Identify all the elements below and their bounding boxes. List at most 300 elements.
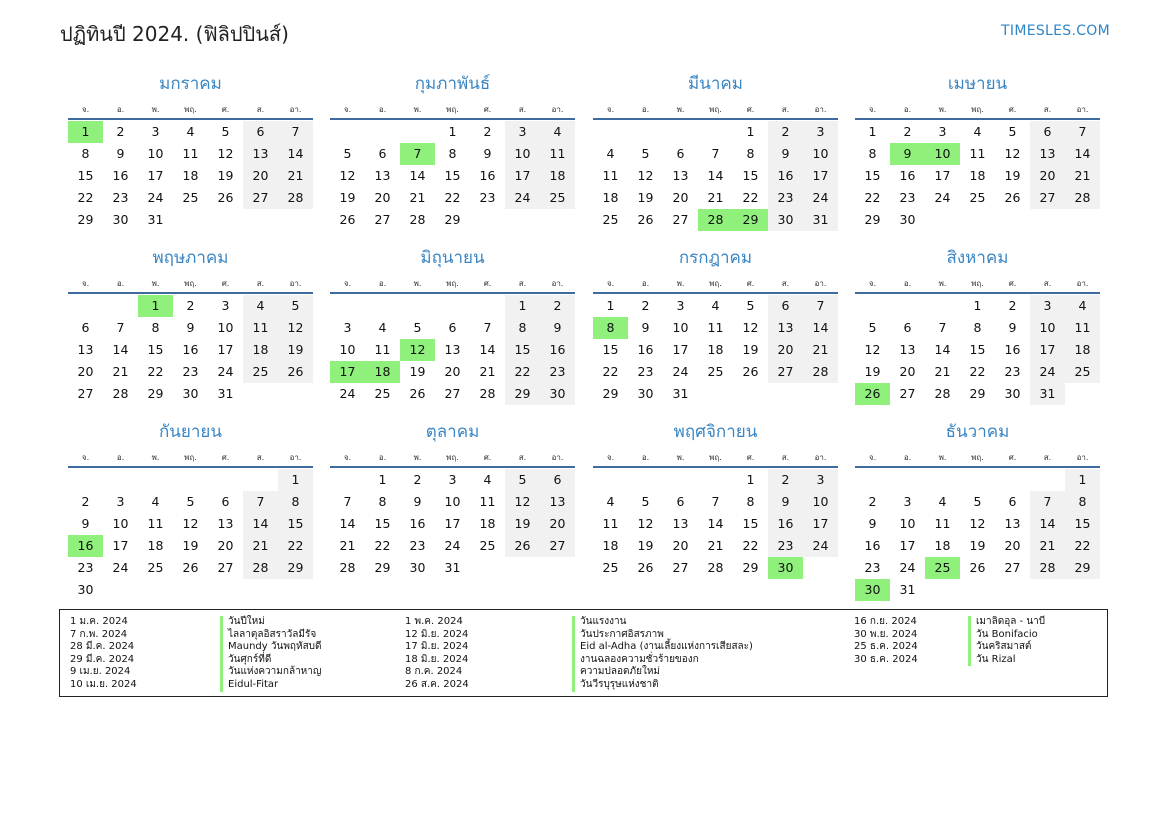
day-cell[interactable]: 1: [868, 124, 877, 139]
day-cell[interactable]: 23: [479, 190, 496, 205]
day-cell[interactable]: 3: [448, 472, 457, 487]
day-cell[interactable]: 27: [1030, 187, 1065, 209]
day-cell[interactable]: 3: [151, 124, 160, 139]
day-cell[interactable]: 26: [637, 560, 654, 575]
day-cell[interactable]: 1: [505, 295, 540, 317]
day-cell[interactable]: 23: [1004, 364, 1021, 379]
day-cell[interactable]: 24: [505, 187, 540, 209]
day-cell[interactable]: 13: [217, 516, 234, 531]
day-cell[interactable]: 18: [969, 168, 986, 183]
day-cell[interactable]: 6: [676, 146, 685, 161]
day-cell[interactable]: 18: [934, 538, 951, 553]
day-cell[interactable]: 1: [378, 472, 387, 487]
day-cell[interactable]: 3: [343, 320, 352, 335]
day-cell[interactable]: 23: [182, 364, 199, 379]
day-cell[interactable]: 28: [1030, 557, 1065, 579]
day-cell[interactable]: 30: [540, 383, 575, 405]
day-cell[interactable]: 11: [934, 516, 951, 531]
day-cell[interactable]: 11: [602, 168, 619, 183]
day-cell[interactable]: 3: [938, 124, 947, 139]
day-cell[interactable]: 31: [444, 560, 461, 575]
day-cell[interactable]: 22: [374, 538, 391, 553]
day-cell[interactable]: 8: [1065, 491, 1100, 513]
day-cell[interactable]: 26: [637, 212, 654, 227]
day-cell[interactable]: 11: [540, 143, 575, 165]
day-cell[interactable]: 15: [602, 342, 619, 357]
day-cell[interactable]: 9: [540, 317, 575, 339]
day-cell[interactable]: 24: [444, 538, 461, 553]
day-cell[interactable]: 15: [505, 339, 540, 361]
day-cell[interactable]: 20: [899, 364, 916, 379]
day-cell[interactable]: 20: [672, 190, 689, 205]
day-cell[interactable]: 10: [339, 342, 356, 357]
day-cell[interactable]: 29: [374, 560, 391, 575]
day-cell[interactable]: 19: [339, 190, 356, 205]
day-cell[interactable]: 8: [378, 494, 387, 509]
day-cell[interactable]: 1: [278, 469, 313, 491]
day-cell[interactable]: 12: [742, 320, 759, 335]
day-cell[interactable]: 29: [278, 557, 313, 579]
day-cell[interactable]: 12: [1004, 146, 1021, 161]
day-cell[interactable]: 26: [182, 560, 199, 575]
day-cell[interactable]: 15: [864, 168, 881, 183]
day-cell[interactable]: 21: [707, 190, 724, 205]
day-cell[interactable]: 21: [479, 364, 496, 379]
day-cell[interactable]: 17: [672, 342, 689, 357]
day-cell[interactable]: 6: [903, 320, 912, 335]
day-cell[interactable]: 2: [768, 121, 803, 143]
day-cell[interactable]: 10: [672, 320, 689, 335]
day-cell[interactable]: 21: [803, 339, 838, 361]
day-cell[interactable]: 27: [243, 187, 278, 209]
day-cell[interactable]: 27: [217, 560, 234, 575]
day-cell[interactable]: 8: [448, 146, 457, 161]
day-cell[interactable]: 25: [540, 187, 575, 209]
day-cell[interactable]: 19: [637, 190, 654, 205]
day-cell[interactable]: 22: [444, 190, 461, 205]
day-cell[interactable]: 11: [602, 516, 619, 531]
day-cell[interactable]: 14: [1030, 513, 1065, 535]
day-cell[interactable]: 28: [243, 557, 278, 579]
day-cell[interactable]: 27: [672, 212, 689, 227]
day-cell[interactable]: 24: [1030, 361, 1065, 383]
day-cell[interactable]: 27: [444, 386, 461, 401]
day-cell[interactable]: 27: [77, 386, 94, 401]
day-cell[interactable]: 2: [540, 295, 575, 317]
day-cell[interactable]: 23: [112, 190, 129, 205]
day-cell[interactable]: 2: [116, 124, 125, 139]
day-cell[interactable]: 12: [637, 516, 654, 531]
day-cell[interactable]: 31: [217, 386, 234, 401]
day-cell[interactable]: 6: [540, 469, 575, 491]
day-cell[interactable]: 4: [483, 472, 492, 487]
day-cell[interactable]: 16: [182, 342, 199, 357]
day-cell[interactable]: 26: [1004, 190, 1021, 205]
day-cell[interactable]: 30: [112, 212, 129, 227]
day-cell[interactable]: 4: [606, 494, 615, 509]
day-cell[interactable]: 14: [278, 143, 313, 165]
day-cell[interactable]: 7: [711, 494, 720, 509]
day-cell[interactable]: 6: [448, 320, 457, 335]
day-cell[interactable]: 5: [343, 146, 352, 161]
day-cell[interactable]: 2: [768, 469, 803, 491]
day-cell[interactable]: 26: [742, 364, 759, 379]
holiday-day-cell[interactable]: 18: [365, 361, 400, 383]
day-cell[interactable]: 4: [938, 494, 947, 509]
day-cell[interactable]: 10: [505, 143, 540, 165]
day-cell[interactable]: 21: [112, 364, 129, 379]
day-cell[interactable]: 7: [803, 295, 838, 317]
day-cell[interactable]: 8: [973, 320, 982, 335]
holiday-day-cell[interactable]: 9: [890, 143, 925, 165]
holiday-day-cell[interactable]: 30: [768, 557, 803, 579]
day-cell[interactable]: 4: [378, 320, 387, 335]
day-cell[interactable]: 13: [243, 143, 278, 165]
day-cell[interactable]: 29: [505, 383, 540, 405]
day-cell[interactable]: 8: [868, 146, 877, 161]
day-cell[interactable]: 24: [803, 535, 838, 557]
day-cell[interactable]: 28: [707, 560, 724, 575]
day-cell[interactable]: 16: [899, 168, 916, 183]
day-cell[interactable]: 2: [868, 494, 877, 509]
day-cell[interactable]: 28: [803, 361, 838, 383]
day-cell[interactable]: 23: [540, 361, 575, 383]
day-cell[interactable]: 30: [637, 386, 654, 401]
holiday-day-cell[interactable]: 17: [330, 361, 365, 383]
day-cell[interactable]: 5: [973, 494, 982, 509]
day-cell[interactable]: 30: [182, 386, 199, 401]
day-cell[interactable]: 14: [934, 342, 951, 357]
day-cell[interactable]: 3: [221, 298, 230, 313]
day-cell[interactable]: 16: [479, 168, 496, 183]
day-cell[interactable]: 25: [602, 560, 619, 575]
day-cell[interactable]: 17: [899, 538, 916, 553]
day-cell[interactable]: 16: [768, 513, 803, 535]
day-cell[interactable]: 16: [540, 339, 575, 361]
holiday-day-cell[interactable]: 8: [593, 317, 628, 339]
day-cell[interactable]: 21: [1065, 165, 1100, 187]
day-cell[interactable]: 10: [1030, 317, 1065, 339]
day-cell[interactable]: 2: [483, 124, 492, 139]
day-cell[interactable]: 30: [1004, 386, 1021, 401]
day-cell[interactable]: 7: [483, 320, 492, 335]
day-cell[interactable]: 28: [409, 212, 426, 227]
day-cell[interactable]: 15: [147, 342, 164, 357]
day-cell[interactable]: 21: [278, 165, 313, 187]
day-cell[interactable]: 24: [217, 364, 234, 379]
day-cell[interactable]: 20: [217, 538, 234, 553]
day-cell[interactable]: 19: [182, 538, 199, 553]
day-cell[interactable]: 28: [112, 386, 129, 401]
day-cell[interactable]: 2: [81, 494, 90, 509]
day-cell[interactable]: 12: [864, 342, 881, 357]
day-cell[interactable]: 8: [278, 491, 313, 513]
day-cell[interactable]: 9: [186, 320, 195, 335]
day-cell[interactable]: 9: [1008, 320, 1017, 335]
day-cell[interactable]: 20: [243, 165, 278, 187]
day-cell[interactable]: 5: [221, 124, 230, 139]
day-cell[interactable]: 15: [1065, 513, 1100, 535]
day-cell[interactable]: 25: [374, 386, 391, 401]
day-cell[interactable]: 11: [182, 146, 199, 161]
day-cell[interactable]: 4: [711, 298, 720, 313]
day-cell[interactable]: 20: [374, 190, 391, 205]
day-cell[interactable]: 6: [221, 494, 230, 509]
day-cell[interactable]: 2: [641, 298, 650, 313]
day-cell[interactable]: 25: [602, 212, 619, 227]
day-cell[interactable]: 25: [182, 190, 199, 205]
day-cell[interactable]: 12: [217, 146, 234, 161]
day-cell[interactable]: 15: [444, 168, 461, 183]
day-cell[interactable]: 30: [77, 582, 94, 597]
day-cell[interactable]: 21: [1030, 535, 1065, 557]
day-cell[interactable]: 6: [378, 146, 387, 161]
day-cell[interactable]: 6: [243, 121, 278, 143]
day-cell[interactable]: 27: [768, 361, 803, 383]
day-cell[interactable]: 1: [1065, 469, 1100, 491]
day-cell[interactable]: 24: [899, 560, 916, 575]
day-cell[interactable]: 8: [746, 494, 755, 509]
day-cell[interactable]: 18: [540, 165, 575, 187]
day-cell[interactable]: 9: [483, 146, 492, 161]
day-cell[interactable]: 11: [374, 342, 391, 357]
day-cell[interactable]: 11: [243, 317, 278, 339]
day-cell[interactable]: 21: [409, 190, 426, 205]
holiday-day-cell[interactable]: 26: [855, 383, 890, 405]
day-cell[interactable]: 17: [112, 538, 129, 553]
day-cell[interactable]: 21: [243, 535, 278, 557]
day-cell[interactable]: 19: [505, 513, 540, 535]
day-cell[interactable]: 24: [803, 187, 838, 209]
day-cell[interactable]: 24: [339, 386, 356, 401]
day-cell[interactable]: 22: [742, 190, 759, 205]
day-cell[interactable]: 23: [768, 187, 803, 209]
day-cell[interactable]: 20: [672, 538, 689, 553]
day-cell[interactable]: 12: [278, 317, 313, 339]
day-cell[interactable]: 11: [147, 516, 164, 531]
day-cell[interactable]: 17: [803, 513, 838, 535]
day-cell[interactable]: 8: [505, 317, 540, 339]
day-cell[interactable]: 5: [186, 494, 195, 509]
day-cell[interactable]: 27: [374, 212, 391, 227]
day-cell[interactable]: 24: [934, 190, 951, 205]
day-cell[interactable]: 31: [672, 386, 689, 401]
day-cell[interactable]: 21: [707, 538, 724, 553]
day-cell[interactable]: 27: [899, 386, 916, 401]
holiday-day-cell[interactable]: 10: [925, 143, 960, 165]
holiday-day-cell[interactable]: 1: [68, 121, 103, 143]
day-cell[interactable]: 15: [278, 513, 313, 535]
day-cell[interactable]: 10: [899, 516, 916, 531]
day-cell[interactable]: 15: [374, 516, 391, 531]
day-cell[interactable]: 20: [444, 364, 461, 379]
day-cell[interactable]: 27: [672, 560, 689, 575]
day-cell[interactable]: 27: [540, 535, 575, 557]
holiday-day-cell[interactable]: 28: [698, 209, 733, 231]
day-cell[interactable]: 7: [1030, 491, 1065, 513]
day-cell[interactable]: 14: [707, 168, 724, 183]
holiday-day-cell[interactable]: 7: [400, 143, 435, 165]
day-cell[interactable]: 8: [746, 146, 755, 161]
day-cell[interactable]: 2: [186, 298, 195, 313]
day-cell[interactable]: 13: [899, 342, 916, 357]
day-cell[interactable]: 1: [746, 472, 755, 487]
day-cell[interactable]: 25: [969, 190, 986, 205]
day-cell[interactable]: 1: [746, 124, 755, 139]
day-cell[interactable]: 11: [969, 146, 986, 161]
holiday-day-cell[interactable]: 25: [925, 557, 960, 579]
day-cell[interactable]: 4: [973, 124, 982, 139]
day-cell[interactable]: 18: [182, 168, 199, 183]
holiday-day-cell[interactable]: 29: [733, 209, 768, 231]
day-cell[interactable]: 10: [217, 320, 234, 335]
day-cell[interactable]: 10: [444, 494, 461, 509]
day-cell[interactable]: 3: [803, 121, 838, 143]
day-cell[interactable]: 3: [903, 494, 912, 509]
day-cell[interactable]: 16: [1004, 342, 1021, 357]
day-cell[interactable]: 12: [637, 168, 654, 183]
day-cell[interactable]: 18: [479, 516, 496, 531]
day-cell[interactable]: 6: [676, 494, 685, 509]
day-cell[interactable]: 17: [934, 168, 951, 183]
day-cell[interactable]: 6: [1030, 121, 1065, 143]
day-cell[interactable]: 13: [768, 317, 803, 339]
day-cell[interactable]: 10: [803, 491, 838, 513]
day-cell[interactable]: 23: [409, 538, 426, 553]
day-cell[interactable]: 20: [1004, 538, 1021, 553]
day-cell[interactable]: 2: [903, 124, 912, 139]
day-cell[interactable]: 14: [339, 516, 356, 531]
day-cell[interactable]: 19: [742, 342, 759, 357]
day-cell[interactable]: 20: [77, 364, 94, 379]
day-cell[interactable]: 24: [672, 364, 689, 379]
day-cell[interactable]: 13: [1004, 516, 1021, 531]
day-cell[interactable]: 31: [147, 212, 164, 227]
day-cell[interactable]: 14: [479, 342, 496, 357]
day-cell[interactable]: 16: [112, 168, 129, 183]
day-cell[interactable]: 12: [969, 516, 986, 531]
day-cell[interactable]: 26: [217, 190, 234, 205]
day-cell[interactable]: 29: [1065, 557, 1100, 579]
day-cell[interactable]: 22: [505, 361, 540, 383]
day-cell[interactable]: 22: [1065, 535, 1100, 557]
day-cell[interactable]: 20: [1030, 165, 1065, 187]
holiday-day-cell[interactable]: 16: [68, 535, 103, 557]
day-cell[interactable]: 5: [868, 320, 877, 335]
day-cell[interactable]: 22: [602, 364, 619, 379]
day-cell[interactable]: 19: [278, 339, 313, 361]
day-cell[interactable]: 22: [77, 190, 94, 205]
day-cell[interactable]: 29: [602, 386, 619, 401]
day-cell[interactable]: 4: [151, 494, 160, 509]
day-cell[interactable]: 31: [803, 209, 838, 231]
day-cell[interactable]: 22: [864, 190, 881, 205]
day-cell[interactable]: 1: [448, 124, 457, 139]
day-cell[interactable]: 30: [768, 209, 803, 231]
day-cell[interactable]: 26: [278, 361, 313, 383]
day-cell[interactable]: 7: [278, 121, 313, 143]
day-cell[interactable]: 22: [969, 364, 986, 379]
day-cell[interactable]: 15: [742, 168, 759, 183]
day-cell[interactable]: 17: [803, 165, 838, 187]
day-cell[interactable]: 12: [182, 516, 199, 531]
day-cell[interactable]: 16: [409, 516, 426, 531]
day-cell[interactable]: 5: [413, 320, 422, 335]
day-cell[interactable]: 5: [505, 469, 540, 491]
day-cell[interactable]: 29: [969, 386, 986, 401]
day-cell[interactable]: 10: [803, 143, 838, 165]
day-cell[interactable]: 5: [278, 295, 313, 317]
day-cell[interactable]: 11: [707, 320, 724, 335]
day-cell[interactable]: 9: [116, 146, 125, 161]
day-cell[interactable]: 24: [112, 560, 129, 575]
day-cell[interactable]: 28: [934, 386, 951, 401]
day-cell[interactable]: 23: [864, 560, 881, 575]
day-cell[interactable]: 1: [606, 298, 615, 313]
day-cell[interactable]: 7: [243, 491, 278, 513]
day-cell[interactable]: 31: [1030, 383, 1065, 405]
day-cell[interactable]: 7: [1065, 121, 1100, 143]
day-cell[interactable]: 7: [343, 494, 352, 509]
day-cell[interactable]: 10: [112, 516, 129, 531]
day-cell[interactable]: 7: [116, 320, 125, 335]
day-cell[interactable]: 30: [409, 560, 426, 575]
day-cell[interactable]: 13: [672, 516, 689, 531]
day-cell[interactable]: 19: [217, 168, 234, 183]
day-cell[interactable]: 17: [217, 342, 234, 357]
day-cell[interactable]: 18: [1065, 339, 1100, 361]
day-cell[interactable]: 22: [278, 535, 313, 557]
day-cell[interactable]: 14: [707, 516, 724, 531]
day-cell[interactable]: 26: [339, 212, 356, 227]
day-cell[interactable]: 8: [81, 146, 90, 161]
day-cell[interactable]: 3: [1030, 295, 1065, 317]
day-cell[interactable]: 28: [1065, 187, 1100, 209]
day-cell[interactable]: 27: [1004, 560, 1021, 575]
day-cell[interactable]: 16: [637, 342, 654, 357]
day-cell[interactable]: 15: [742, 516, 759, 531]
holiday-day-cell[interactable]: 1: [138, 295, 173, 317]
day-cell[interactable]: 16: [768, 165, 803, 187]
day-cell[interactable]: 29: [864, 212, 881, 227]
day-cell[interactable]: 24: [147, 190, 164, 205]
day-cell[interactable]: 7: [711, 146, 720, 161]
day-cell[interactable]: 16: [864, 538, 881, 553]
day-cell[interactable]: 14: [409, 168, 426, 183]
site-link[interactable]: TIMESLES.COM: [1001, 23, 1110, 39]
day-cell[interactable]: 22: [742, 538, 759, 553]
day-cell[interactable]: 25: [147, 560, 164, 575]
day-cell[interactable]: 5: [746, 298, 755, 313]
day-cell[interactable]: 30: [899, 212, 916, 227]
day-cell[interactable]: 19: [637, 538, 654, 553]
day-cell[interactable]: 18: [602, 190, 619, 205]
day-cell[interactable]: 9: [768, 491, 803, 513]
day-cell[interactable]: 17: [505, 165, 540, 187]
day-cell[interactable]: 12: [339, 168, 356, 183]
day-cell[interactable]: 25: [1065, 361, 1100, 383]
day-cell[interactable]: 13: [374, 168, 391, 183]
day-cell[interactable]: 9: [641, 320, 650, 335]
day-cell[interactable]: 13: [444, 342, 461, 357]
day-cell[interactable]: 13: [1030, 143, 1065, 165]
day-cell[interactable]: 18: [707, 342, 724, 357]
day-cell[interactable]: 20: [540, 513, 575, 535]
day-cell[interactable]: 26: [969, 560, 986, 575]
day-cell[interactable]: 9: [413, 494, 422, 509]
day-cell[interactable]: 26: [409, 386, 426, 401]
day-cell[interactable]: 5: [641, 146, 650, 161]
